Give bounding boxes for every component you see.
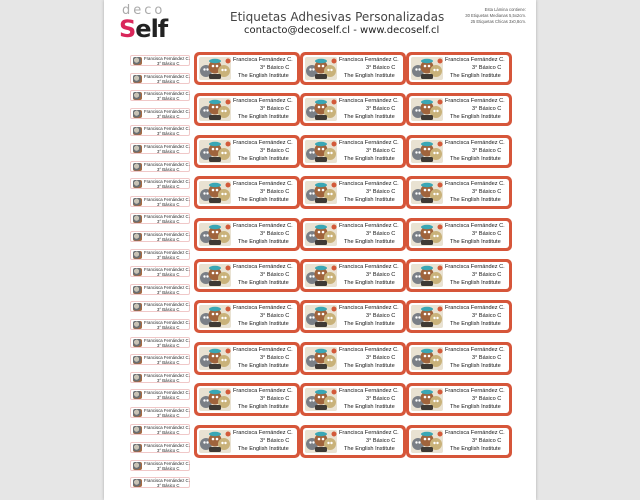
- large-label-name: Francisca Fernández C.: [233, 388, 293, 395]
- large-label-school: The English Institute: [238, 114, 289, 121]
- cartoon-characters-illustration: [199, 305, 231, 328]
- small-label-name: Francisca Fernández C.: [144, 478, 190, 484]
- large-label-school: The English Institute: [238, 197, 289, 204]
- character-icon: [133, 198, 142, 206]
- small-label: [130, 284, 190, 295]
- large-label-grade: 3° Básico C: [366, 354, 396, 361]
- small-label-name: Francisca Fernández C.: [144, 390, 190, 396]
- cartoon-characters-illustration: [199, 388, 231, 411]
- large-label: [300, 93, 406, 126]
- small-label: [130, 407, 190, 418]
- large-label-school: The English Institute: [344, 238, 395, 245]
- large-label-grade: 3° Básico C: [260, 147, 290, 154]
- character-icon: [133, 374, 142, 382]
- small-label-name: Francisca Fernández C.: [144, 214, 190, 220]
- large-label-name: Francisca Fernández C.: [339, 98, 399, 105]
- large-label-name: Francisca Fernández C.: [445, 305, 505, 312]
- small-label-name: Francisca Fernández C.: [144, 56, 190, 61]
- large-label: [406, 52, 512, 85]
- small-label-grade: 3° Básico C: [157, 148, 180, 154]
- character-icon: [133, 391, 142, 399]
- large-label-body: [197, 428, 297, 455]
- large-label: [406, 176, 512, 209]
- small-label-grade: 3° Básico C: [157, 219, 180, 225]
- small-label: [130, 213, 190, 224]
- large-label-grade: 3° Básico C: [472, 354, 502, 361]
- info-line: 25 Etiquetas Chicas 3x0,8cm.: [470, 19, 526, 24]
- large-label-body: [303, 55, 403, 82]
- small-label-grade: 3° Básico C: [157, 412, 180, 418]
- character-icon: [133, 110, 142, 118]
- small-label-grade: 3° Básico C: [157, 254, 180, 260]
- cartoon-characters-illustration: [411, 264, 443, 287]
- large-label-name: Francisca Fernández C.: [233, 346, 293, 353]
- large-label-body: [303, 221, 403, 248]
- large-label: [194, 259, 300, 292]
- decoself-logo: [116, 3, 176, 43]
- large-label-body: [303, 428, 403, 455]
- large-label-name: Francisca Fernández C.: [445, 57, 505, 63]
- large-label-body: [303, 345, 403, 372]
- small-label: [130, 143, 190, 154]
- large-label-school: The English Institute: [344, 197, 395, 204]
- character-icon: [133, 180, 142, 188]
- character-icon: [133, 479, 142, 487]
- cartoon-characters-illustration: [411, 430, 443, 453]
- large-label-name: Francisca Fernández C.: [233, 305, 293, 312]
- small-label-name: Francisca Fernández C.: [144, 267, 190, 273]
- small-label: [130, 90, 190, 101]
- logo-deco-text: deco: [122, 3, 166, 18]
- large-label-grade: 3° Básico C: [260, 106, 290, 113]
- large-label-name: Francisca Fernández C.: [233, 429, 293, 436]
- small-label-name: Francisca Fernández C.: [144, 108, 190, 114]
- logo-elf-letters: elf: [135, 15, 168, 43]
- large-label-name: Francisca Fernández C.: [445, 139, 505, 146]
- large-label-grade: 3° Básico C: [260, 354, 290, 361]
- large-label-body: [409, 55, 509, 82]
- large-label-name: Francisca Fernández C.: [339, 388, 399, 395]
- large-label-grade: 3° Básico C: [260, 272, 290, 278]
- large-label: [194, 383, 300, 416]
- large-label-school: The English Institute: [238, 362, 289, 369]
- small-label-grade: 3° Básico C: [157, 377, 180, 383]
- info-line: 30 Etiquetas Medianas 5,5x2cm.: [465, 13, 526, 18]
- large-label-grade: 3° Básico C: [472, 437, 502, 444]
- cartoon-characters-illustration: [305, 57, 337, 80]
- large-label-grade: 3° Básico C: [366, 396, 396, 403]
- small-label-name: Francisca Fernández C.: [144, 161, 190, 167]
- cartoon-characters-illustration: [411, 347, 443, 370]
- small-label-name: Francisca Fernández C.: [144, 126, 190, 132]
- large-label-name: Francisca Fernández C.: [339, 346, 399, 353]
- cartoon-characters-illustration: [199, 98, 231, 121]
- large-label-body: [303, 138, 403, 165]
- character-icon: [133, 462, 142, 470]
- small-label-name: Francisca Fernández C.: [144, 302, 190, 308]
- large-label-school: The English Institute: [450, 114, 501, 121]
- small-label-name: Francisca Fernández C.: [144, 91, 190, 97]
- small-label-grade: 3° Básico C: [157, 131, 180, 137]
- cartoon-characters-illustration: [305, 347, 337, 370]
- large-label-school: The English Institute: [450, 445, 501, 452]
- large-label: [406, 218, 512, 251]
- info-line: Esta Lámina contiene:: [484, 7, 526, 12]
- large-label-name: Francisca Fernández C.: [339, 264, 399, 270]
- large-label-grade: 3° Básico C: [260, 230, 290, 237]
- large-label-body: [303, 262, 403, 289]
- character-icon: [133, 233, 142, 241]
- character-icon: [133, 426, 142, 434]
- large-label: [406, 135, 512, 168]
- large-label: [194, 300, 300, 333]
- large-label-school: The English Institute: [344, 321, 395, 328]
- cartoon-characters-illustration: [411, 140, 443, 163]
- small-label: [130, 266, 190, 277]
- large-label: [300, 383, 406, 416]
- small-label-name: Francisca Fernández C.: [144, 231, 190, 237]
- large-label-grade: 3° Básico C: [260, 65, 290, 71]
- character-icon: [133, 163, 142, 171]
- large-label-grade: 3° Básico C: [472, 106, 502, 113]
- large-label-name: Francisca Fernández C.: [233, 222, 293, 229]
- large-label-school: The English Institute: [450, 280, 501, 286]
- cartoon-characters-illustration: [305, 181, 337, 204]
- large-label-body: [409, 262, 509, 289]
- large-label-body: [197, 345, 297, 372]
- cartoon-characters-illustration: [305, 223, 337, 246]
- large-label-grade: 3° Básico C: [366, 437, 396, 444]
- small-label-grade: 3° Básico C: [157, 289, 180, 295]
- small-label-name: Francisca Fernández C.: [144, 407, 190, 413]
- large-label-name: Francisca Fernández C.: [445, 346, 505, 353]
- character-icon: [133, 303, 142, 311]
- large-label-grade: 3° Básico C: [366, 230, 396, 237]
- large-label-body: [197, 55, 297, 82]
- cartoon-characters-illustration: [199, 140, 231, 163]
- large-label-school: The English Institute: [344, 155, 395, 162]
- large-label-name: Francisca Fernández C.: [339, 139, 399, 146]
- large-label-grade: 3° Básico C: [366, 147, 396, 154]
- character-icon: [133, 268, 142, 276]
- small-label-grade: 3° Básico C: [157, 113, 180, 119]
- large-label: [194, 176, 300, 209]
- small-label-grade: 3° Básico C: [157, 483, 180, 489]
- cartoon-characters-illustration: [199, 430, 231, 453]
- small-label: [130, 372, 190, 383]
- small-label-grade: 3° Básico C: [157, 307, 180, 313]
- character-icon: [133, 127, 142, 135]
- large-label-grade: 3° Básico C: [472, 272, 502, 278]
- large-label: [194, 135, 300, 168]
- large-label-name: Francisca Fernández C.: [233, 139, 293, 146]
- cartoon-characters-illustration: [199, 223, 231, 246]
- large-label-name: Francisca Fernández C.: [445, 181, 505, 188]
- small-label-grade: 3° Básico C: [157, 324, 180, 330]
- contact-line: contacto@decoself.cl - www.decoself.cl: [244, 25, 440, 36]
- cartoon-characters-illustration: [305, 388, 337, 411]
- small-label: [130, 389, 190, 400]
- character-icon: [133, 145, 142, 153]
- small-label-name: Francisca Fernández C.: [144, 179, 190, 185]
- cartoon-characters-illustration: [305, 264, 337, 287]
- large-label-body: [197, 262, 297, 289]
- large-label-body: [197, 221, 297, 248]
- large-label-school: The English Institute: [450, 155, 501, 162]
- character-icon: [133, 92, 142, 100]
- large-label-grade: 3° Básico C: [472, 230, 502, 237]
- small-label: [130, 424, 190, 435]
- small-label-grade: 3° Básico C: [157, 272, 180, 278]
- small-label-grade: 3° Básico C: [157, 166, 180, 172]
- large-label-school: The English Institute: [238, 238, 289, 245]
- large-label: [406, 342, 512, 375]
- large-label-name: Francisca Fernández C.: [445, 98, 505, 105]
- large-label-name: Francisca Fernández C.: [233, 264, 293, 270]
- large-label: [300, 342, 406, 375]
- large-label-school: The English Institute: [450, 238, 501, 245]
- small-label: [130, 477, 190, 488]
- large-label: [194, 52, 300, 85]
- large-label-name: Francisca Fernández C.: [445, 429, 505, 436]
- large-label-school: The English Institute: [450, 197, 501, 204]
- large-label-school: The English Institute: [238, 280, 289, 286]
- small-label-name: Francisca Fernández C.: [144, 249, 190, 255]
- large-label: [406, 300, 512, 333]
- large-label-body: [303, 303, 403, 330]
- cartoon-characters-illustration: [305, 140, 337, 163]
- logo-self-text: [119, 15, 167, 43]
- small-label-grade: 3° Básico C: [157, 360, 180, 366]
- character-icon: [133, 339, 142, 347]
- small-label-name: Francisca Fernández C.: [144, 372, 190, 378]
- large-label-school: The English Institute: [238, 404, 289, 411]
- large-label-name: Francisca Fernández C.: [445, 388, 505, 395]
- small-label-grade: 3° Básico C: [157, 78, 180, 84]
- small-label-grade: 3° Básico C: [157, 465, 180, 471]
- cartoon-characters-illustration: [305, 98, 337, 121]
- large-label-name: Francisca Fernández C.: [339, 222, 399, 229]
- small-label-grade: 3° Básico C: [157, 430, 180, 436]
- large-label-name: Francisca Fernández C.: [339, 429, 399, 436]
- small-label: [130, 231, 190, 242]
- small-label: [130, 108, 190, 119]
- large-label-grade: 3° Básico C: [472, 147, 502, 154]
- large-label-body: [409, 179, 509, 206]
- small-label-grade: 3° Básico C: [157, 201, 180, 207]
- small-label-name: Francisca Fernández C.: [144, 355, 190, 361]
- large-label: [194, 425, 300, 458]
- character-icon: [133, 251, 142, 259]
- cartoon-characters-illustration: [305, 430, 337, 453]
- character-icon: [133, 75, 142, 83]
- large-label-name: Francisca Fernández C.: [339, 305, 399, 312]
- large-label: [194, 342, 300, 375]
- small-label-name: Francisca Fernández C.: [144, 284, 190, 290]
- large-label-body: [197, 303, 297, 330]
- large-label-body: [409, 428, 509, 455]
- large-label-school: The English Institute: [450, 404, 501, 411]
- small-label: [130, 301, 190, 312]
- character-icon: [133, 409, 142, 417]
- large-label-school: The English Institute: [344, 445, 395, 452]
- character-icon: [133, 444, 142, 452]
- large-label-grade: 3° Básico C: [366, 272, 396, 278]
- small-label-grade: 3° Básico C: [157, 236, 180, 242]
- small-label: [130, 178, 190, 189]
- large-label-name: Francisca Fernández C.: [233, 57, 293, 63]
- large-label-grade: 3° Básico C: [366, 65, 396, 71]
- large-label-name: Francisca Fernández C.: [445, 222, 505, 229]
- small-label-grade: 3° Básico C: [157, 395, 180, 401]
- large-label-body: [409, 138, 509, 165]
- large-label: [300, 135, 406, 168]
- cartoon-characters-illustration: [411, 223, 443, 246]
- small-label: [130, 354, 190, 365]
- character-icon: [133, 215, 142, 223]
- cartoon-characters-illustration: [199, 57, 231, 80]
- large-label: [406, 93, 512, 126]
- large-label-body: [303, 386, 403, 413]
- large-label: [300, 425, 406, 458]
- small-label-name: Francisca Fernández C.: [144, 196, 190, 202]
- cartoon-characters-illustration: [199, 181, 231, 204]
- large-label-school: The English Institute: [450, 362, 501, 369]
- large-label-name: Francisca Fernández C.: [445, 264, 505, 270]
- large-label: [406, 383, 512, 416]
- small-label: [130, 319, 190, 330]
- large-label-body: [197, 96, 297, 123]
- small-label-name: Francisca Fernández C.: [144, 425, 190, 431]
- label-sheet: [104, 0, 536, 500]
- cartoon-characters-illustration: [411, 181, 443, 204]
- small-label-grade: 3° Básico C: [157, 96, 180, 102]
- character-icon: [133, 286, 142, 294]
- small-label-name: Francisca Fernández C.: [144, 319, 190, 325]
- small-label: [130, 249, 190, 260]
- large-label: [300, 176, 406, 209]
- large-label: [300, 259, 406, 292]
- small-label-grade: 3° Básico C: [157, 448, 180, 454]
- sheet-contents-info: [465, 7, 526, 25]
- small-label-name: Francisca Fernández C.: [144, 460, 190, 466]
- small-label: [130, 442, 190, 453]
- large-label-school: The English Institute: [238, 155, 289, 162]
- large-label-school: The English Institute: [238, 445, 289, 452]
- small-label: [130, 337, 190, 348]
- small-label: [130, 196, 190, 207]
- large-label: [300, 218, 406, 251]
- small-labels-column: [130, 55, 190, 495]
- small-label: [130, 125, 190, 136]
- large-label-grade: 3° Básico C: [366, 106, 396, 113]
- large-label-grade: 3° Básico C: [472, 65, 502, 71]
- cartoon-characters-illustration: [199, 264, 231, 287]
- large-label-name: Francisca Fernández C.: [339, 181, 399, 188]
- large-label-body: [409, 303, 509, 330]
- large-label-name: Francisca Fernández C.: [233, 98, 293, 105]
- large-label-body: [409, 96, 509, 123]
- large-label: [406, 259, 512, 292]
- large-label-body: [303, 179, 403, 206]
- page-title: Etiquetas Adhesivas Personalizadas: [230, 10, 445, 24]
- logo-s-letter: S: [119, 15, 136, 43]
- small-label: [130, 161, 190, 172]
- small-label-grade: 3° Básico C: [157, 184, 180, 190]
- small-label-grade: 3° Básico C: [157, 342, 180, 348]
- large-label: [194, 93, 300, 126]
- large-label-grade: 3° Básico C: [366, 313, 396, 320]
- large-label-grade: 3° Básico C: [260, 396, 290, 403]
- large-label: [300, 52, 406, 85]
- character-icon: [133, 57, 142, 65]
- large-label-school: The English Institute: [344, 404, 395, 411]
- large-label-body: [197, 386, 297, 413]
- cartoon-characters-illustration: [199, 347, 231, 370]
- large-label-school: The English Institute: [344, 362, 395, 369]
- cartoon-characters-illustration: [411, 98, 443, 121]
- large-label-grade: 3° Básico C: [472, 189, 502, 196]
- large-label-grade: 3° Básico C: [260, 313, 290, 320]
- large-label-body: [409, 221, 509, 248]
- cartoon-characters-illustration: [411, 57, 443, 80]
- large-label-grade: 3° Básico C: [472, 396, 502, 403]
- large-label-grade: 3° Básico C: [472, 313, 502, 320]
- large-label-school: The English Institute: [450, 73, 501, 79]
- large-label-grade: 3° Básico C: [366, 189, 396, 196]
- character-icon: [133, 321, 142, 329]
- large-label-school: The English Institute: [238, 321, 289, 328]
- large-label-grade: 3° Básico C: [260, 437, 290, 444]
- large-label-school: The English Institute: [344, 114, 395, 121]
- small-label-name: Francisca Fernández C.: [144, 143, 190, 149]
- large-label-body: [409, 386, 509, 413]
- large-label-grade: 3° Básico C: [260, 189, 290, 196]
- large-label-body: [197, 179, 297, 206]
- small-label-name: Francisca Fernández C.: [144, 443, 190, 449]
- small-label-name: Francisca Fernández C.: [144, 73, 190, 79]
- large-label-name: Francisca Fernández C.: [233, 181, 293, 188]
- large-label-school: The English Institute: [450, 321, 501, 328]
- large-label: [300, 300, 406, 333]
- character-icon: [133, 356, 142, 364]
- small-label: [130, 73, 190, 84]
- large-label-school: The English Institute: [344, 73, 395, 79]
- large-label: [406, 425, 512, 458]
- cartoon-characters-illustration: [411, 305, 443, 328]
- cartoon-characters-illustration: [305, 305, 337, 328]
- small-label-name: Francisca Fernández C.: [144, 337, 190, 343]
- large-label-body: [303, 96, 403, 123]
- large-label: [194, 218, 300, 251]
- cartoon-characters-illustration: [411, 388, 443, 411]
- large-label-school: The English Institute: [238, 73, 289, 79]
- small-label-grade: 3° Básico C: [157, 61, 180, 66]
- small-label: [130, 55, 190, 66]
- small-label: [130, 460, 190, 471]
- large-label-body: [409, 345, 509, 372]
- large-label-name: Francisca Fernández C.: [339, 57, 399, 63]
- large-label-school: The English Institute: [344, 280, 395, 286]
- large-label-body: [197, 138, 297, 165]
